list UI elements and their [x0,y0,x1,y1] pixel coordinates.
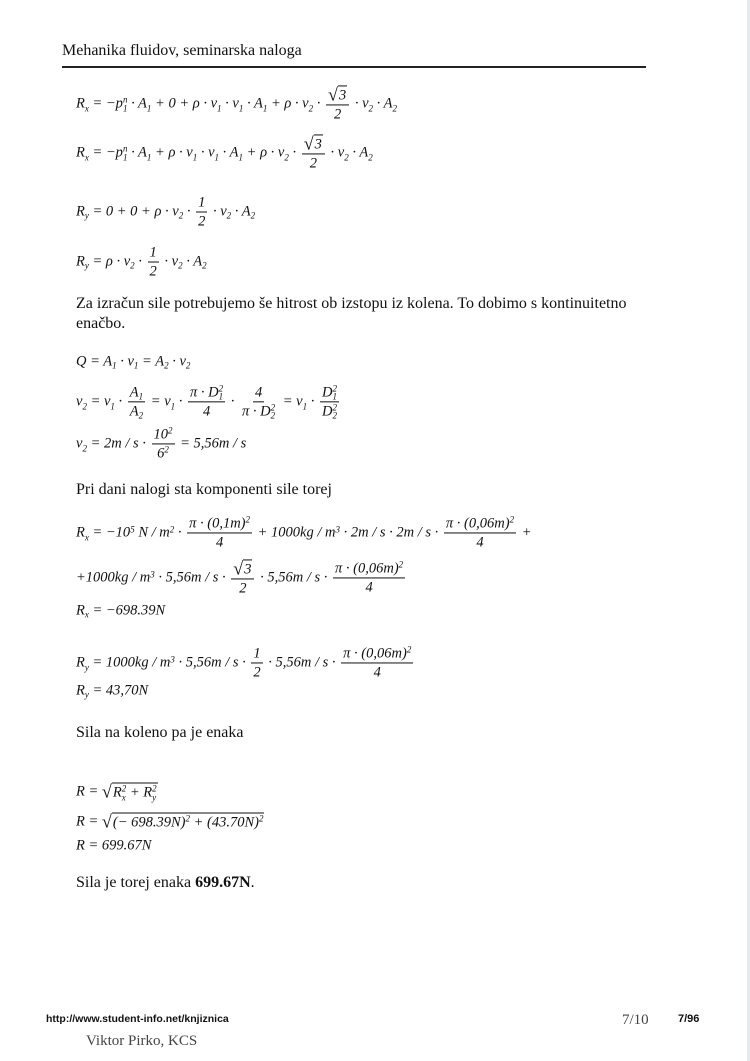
subscript: 1 [122,103,128,113]
equation-ry-2 [76,245,207,280]
math-text: · A [231,203,251,220]
script-index [246,515,251,523]
radicand [338,85,347,103]
math-text: R [76,654,85,671]
math-text: = 43,70N [88,682,149,699]
radical-sign-icon: √ [303,133,314,154]
fraction-numerator [341,645,413,663]
subscript: 1 [238,151,244,162]
math-text: 4 [476,534,484,551]
fraction-numerator [302,134,325,154]
subscript: 2 [82,442,87,453]
math-text: 4 [365,579,373,596]
math-text: + ρ · v [267,95,309,112]
superscript: 2 [245,514,251,525]
superscript: 2 [185,813,190,824]
subscript: x [121,792,126,802]
paragraph-continuity: Za izračun sile potrebujemo še hitrost ob izstopu iz kolena. To dobimo s kontinuitetno enačbo. [76,295,627,332]
math-text: = 5,56m / s [176,435,247,452]
subscript: 2 [164,360,169,371]
math-text: 2 [239,580,247,597]
math-text: R [76,524,85,541]
square-root [102,783,158,802]
subscript: x [84,531,89,542]
footer-author: Viktor Pirko, KCS [86,1033,198,1049]
fraction [128,384,145,419]
math-text: A [129,384,139,401]
superscript: 3 [170,653,175,664]
math-text: + 1000kg / m [254,524,336,541]
fraction [326,85,349,122]
equation-r-result [76,838,151,855]
document-header-title: Mehanika fluidov, seminarska naloga [62,42,302,59]
math-text: 2 [309,155,317,172]
subscript: 2 [130,260,135,271]
fraction-denominator [474,534,485,551]
superscript: 2 [258,813,264,824]
fraction [240,384,277,419]
math-text: R [76,253,85,270]
script-index [164,446,169,454]
math-text: · 5,56m / s · [256,569,331,586]
math-text: π · (0,06m) [343,645,407,662]
math-text: + 0 + ρ · v [151,95,218,112]
math-text: · v [209,203,227,220]
fraction [444,515,516,550]
math-text: · A [373,95,393,112]
math-text: Q = A [76,353,113,370]
subscript: y [84,689,89,700]
subscript: 2 [308,102,314,113]
math-text: · v [160,253,179,270]
subscript: 2 [344,151,349,162]
fraction-denominator [363,579,374,596]
fraction-denominator [201,403,212,420]
fraction [341,645,413,680]
subscript: 1 [217,102,222,113]
math-text: = −p [88,95,123,112]
script-index [259,815,264,823]
fraction-numerator [187,515,252,533]
script-index [251,204,256,220]
radical-sign-icon: √ [233,558,244,579]
superscript: 2 [169,523,175,534]
math-text: + (43.70N) [189,814,259,831]
math-text: v [76,435,83,452]
script-index [407,645,412,653]
math-text: R [76,95,85,112]
math-text: 4 [254,384,263,401]
math-text: + [518,524,532,541]
math-text: · [174,524,186,541]
superscript: 2 [406,644,412,655]
equation-rx-numeric-2 [76,559,407,596]
subscript: x [84,102,89,113]
subscript: y [84,661,89,672]
subscript: 1 [133,360,139,371]
square-root [304,134,323,152]
equation-r-numeric [76,813,264,832]
conclusion-value: 699.67N [195,874,251,891]
fraction [188,384,225,419]
square-root [328,85,347,103]
subscript: 2 [392,102,397,113]
superscript: 2 [270,402,276,413]
subscript: 1 [112,360,117,371]
footer-total-page: 7/96 [678,1013,700,1025]
script-index [186,354,191,370]
radical-sign-icon: √ [101,781,112,802]
superscript: 3 [150,568,155,579]
subscript: y [152,792,157,802]
math-text: = v [86,393,111,410]
paragraph-conclusion [76,873,636,893]
fraction-denominator [251,663,262,680]
math-text: R = 699.67N [76,837,152,854]
fraction [251,645,262,680]
fraction-numerator [148,245,159,263]
fraction-denominator [308,155,319,172]
fraction-numerator [320,384,339,402]
script-index [510,515,515,523]
footer-page-number: 7/10 [622,1012,649,1028]
math-text: · v [326,144,345,161]
math-text: R [76,144,85,161]
math-text: R [76,203,85,220]
conclusion-period: . [250,874,255,891]
math-text: 3 [338,87,347,104]
math-text: 2 [198,213,206,230]
math-text: = 2m / s · [86,435,150,452]
fraction-denominator [155,445,171,462]
script-index [202,254,207,270]
superscript: 2 [164,444,169,455]
math-text: R = [76,813,102,830]
superscript: 2 [168,425,173,436]
math-text: 3 [244,561,252,578]
subscript: 2 [202,260,207,271]
square-root [102,813,265,832]
math-text: +1000kg / m [76,569,151,586]
math-text: + ρ · v [151,144,193,161]
fraction [231,559,254,596]
fraction-denominator [214,534,225,551]
math-text: R = [76,783,102,800]
math-text: π · D [242,403,271,420]
equation-rx-2 [76,134,373,171]
subscript: 1 [214,151,220,162]
math-text: · [134,253,146,270]
math-text: 6 [157,445,165,462]
math-text: 1 [198,194,206,211]
math-text: · A [182,253,203,270]
equation-rx-1 [76,85,397,122]
math-text: · 5,56m / s · [264,654,340,671]
fraction-denominator [320,403,339,420]
script-index [152,785,157,801]
math-text: · [175,393,187,410]
fraction [152,426,175,461]
fraction-denominator [128,403,145,420]
subscript: 1 [122,152,128,162]
script-index [393,96,398,112]
fraction-numerator [253,384,264,402]
math-text: · 5,56m / s · [154,569,230,586]
math-text: π · (0,1m) [189,515,246,532]
math-text: π · D [190,384,219,401]
math-text: · [313,95,324,112]
equation-rx-result [76,603,165,620]
subscript: 2 [368,102,374,113]
math-text: R [112,784,122,801]
math-text: · A [219,144,239,161]
math-text: 1 [149,244,157,261]
math-text: + ρ · v [243,144,285,161]
math-text: v [76,393,83,410]
fraction-numerator [188,384,225,402]
math-text: = ρ · v [88,253,131,270]
fraction-denominator [237,580,248,597]
fraction-numerator [444,515,516,533]
math-text: (− 698.39N) [112,814,186,831]
math-text: 4 [373,664,381,681]
math-text: = 1000kg / m [88,654,171,671]
math-text: 3 [314,136,322,153]
equation-r-formula [76,783,158,802]
equation-ry-1 [76,195,255,230]
math-text: · A [243,95,263,112]
subscript: 1 [146,151,152,162]
superscript: 2 [332,383,337,394]
subscript: 2 [138,410,144,421]
subscript: 1 [146,102,152,113]
math-text: = −10 [88,524,131,541]
subscript: 2 [270,410,276,421]
subscript: 1 [262,102,268,113]
superscript: 2 [332,402,337,413]
math-text: · 2m / s · 2m / s · [340,524,442,541]
superscript: n [122,143,128,154]
equation-v2-value [76,426,246,461]
superscript: 2 [218,383,224,394]
math-text: · v [168,353,186,370]
math-text: 2 [253,664,261,681]
fraction-numerator [231,559,254,579]
math-text: · v [197,144,215,161]
math-text: = v [147,393,171,410]
script-index [168,426,173,434]
fraction-numerator [333,560,405,578]
math-text: = A [138,353,165,370]
math-text: 4 [215,534,224,551]
fraction-numerator [326,85,349,105]
math-text: A [129,403,139,420]
subscript: 2 [185,360,191,371]
fraction-denominator [240,402,277,419]
fraction-denominator [196,213,207,230]
subscript: 2 [284,151,289,162]
math-text: · v [351,95,369,112]
subscript: 2 [250,210,256,221]
paragraph-components: Pri dani nalogi sta komponenti sile torej [76,481,332,498]
script-index [139,384,144,400]
subscript: 2 [226,210,232,221]
subscript: 1 [238,102,244,113]
math-text: · 5,56m / s · [174,654,250,671]
subscript: 2 [178,260,183,271]
subscript: 1 [332,391,337,402]
superscript: 2 [509,514,515,525]
math-text: · [183,203,195,220]
subscript: 2 [368,151,373,162]
script-index [139,404,144,420]
math-text: · [114,393,126,410]
subscript: 1 [218,391,224,402]
subscript: 2 [332,410,337,421]
subscript: x [84,151,89,162]
equation-flow-rate [76,354,190,371]
script-index [219,384,224,400]
superscript: 2 [152,783,157,794]
math-text: · [288,144,300,161]
subscript: 1 [302,400,308,411]
fraction-denominator [372,664,383,681]
superscript: 2 [121,783,127,794]
radicand [112,783,158,802]
subscript: 1 [170,400,176,411]
radical-sign-icon: √ [328,84,338,105]
subscript: y [84,210,89,221]
equation-rx-numeric-1 [76,515,532,550]
math-text: 10 [153,426,168,443]
fraction [302,134,325,171]
math-text: 2 [333,106,342,123]
math-text: R [76,602,85,619]
conclusion-text: Sila je torej enaka [76,874,196,891]
square-root [233,559,252,577]
subscript: x [84,609,89,620]
fraction [148,245,159,280]
footer-url-link[interactable]: http://www.student-info.net/knjiznica [46,1013,229,1025]
radicand [314,134,323,152]
subscript: y [84,260,89,271]
header-rule [62,66,646,68]
math-text: · A [127,144,147,161]
fraction-numerator [251,645,262,663]
math-text: = −p [88,144,123,161]
fraction-numerator [128,384,145,402]
equation-ry-numeric [76,645,415,680]
math-text: · v [116,353,134,370]
fraction-denominator [332,106,343,123]
script-index [332,404,337,420]
math-text: = −698.39N [88,602,166,619]
fraction-numerator [152,426,175,444]
script-index [399,560,404,568]
math-text: π · (0,06m) [335,560,399,577]
script-index [368,145,373,161]
math-text: · [307,393,318,410]
equation-ry-result [76,683,148,700]
subscript: 2 [178,210,184,221]
math-text: · v [221,95,239,112]
math-text: R [76,682,85,699]
math-text: 4 [202,403,211,420]
fraction-denominator [148,263,159,280]
radicand [243,559,252,577]
math-text: D [322,403,333,420]
script-index [332,384,337,400]
fraction [196,195,207,230]
subscript: 2 [82,400,87,411]
math-text: = 0 + 0 + ρ · v [88,203,179,220]
subscript: 1 [192,151,198,162]
math-text: D [322,384,333,401]
radicand [112,813,265,832]
subscript: 1 [110,400,115,411]
fraction [320,384,339,419]
math-text: · A [348,144,369,161]
script-index [271,403,276,419]
paragraph-resultant: Sila na koleno pa je enaka [76,724,244,741]
radical-sign-icon: √ [101,811,112,832]
superscript: 5 [130,523,135,534]
subscript: 1 [138,391,144,402]
math-text: · A [127,95,147,112]
math-text: 1 [253,645,261,662]
math-text: 2 [149,263,157,280]
math-text: = v [279,393,303,410]
fraction [187,515,252,550]
equation-v2-derivation [76,384,341,419]
fraction [333,560,405,595]
math-text: N / m [134,524,170,541]
math-text: + R [126,784,153,801]
math-text: · [227,393,239,410]
superscript: 2 [398,559,404,570]
superscript: 3 [335,523,340,534]
fraction-numerator [196,195,207,213]
superscript: n [122,94,128,105]
math-text: π · (0,06m) [445,515,510,532]
